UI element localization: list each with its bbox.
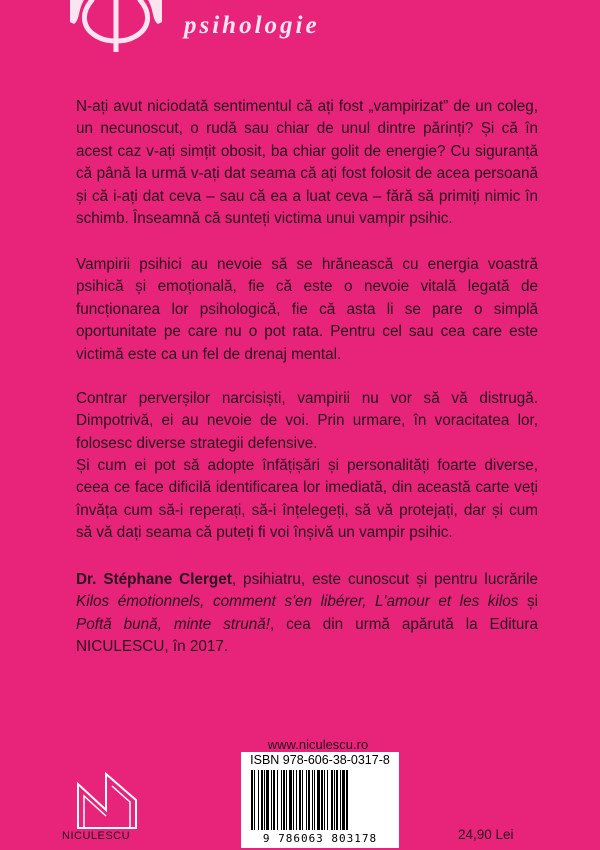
description-paragraph-4: Și cum ei pot să adopte înfățișări și personalități foarte diverse, ceea ce face dificilă identificarea lor imediată, din această carte veți învăța cum să-i reperați, să-i înțelegeți, să vă protejați, dar și cum să vă dați seama că puteți fi voi înșivă un vampir psihic.	[76, 457, 538, 542]
book-title-1: Kilos émotionnels, comment s'en libérer, L'amour et les kilos	[76, 593, 519, 611]
publisher-website: www.niculescu.ro	[267, 737, 369, 752]
isbn-number: ISBN 978-606-38-0317-8	[250, 753, 390, 767]
author-bio-text-3: , cea din urmă apărută la Editura NICULESCU, în 2017.	[76, 615, 538, 656]
price: 24,90 Lei	[458, 827, 514, 842]
description-paragraph-1: N-ați avut niciodată sentimentul că ați fost „vampirizat” de un coleg, un necunoscut, o rudă sau chiar de unul dintre părinți? Și că în acest caz v-ați simțit obosit, ba chiar golit de energie? Cu siguranță că până la urmă v-ați dat seama că ați fost folosit de acea persoană și că i-ați dat ceva – sau că ea a luat ceva – fără să primiți nimic în schimb. Înseamnă că sunteți victima unui vampir psihic.	[76, 98, 538, 228]
barcode-icon	[247, 770, 393, 832]
author-bio	[76, 569, 538, 659]
series-title: psihologie	[184, 12, 320, 39]
barcode-box	[241, 752, 399, 848]
author-bio-text-2: și	[518, 593, 538, 611]
description-paragraph-2: Vampirii psihici au nevoie să se hrănească cu energia voastră psihică și emoțională, fie că este o nevoie vitală legată de funcționarea lor psihologică, fie că asta li se pare o simplă oportunitate pe care nu o pot rata. Pentru cel sau cea care este victimă este ca un fel de drenaj mental.	[76, 256, 538, 363]
barcode-digits: 9 786063 803178	[262, 832, 378, 845]
author-bio-text-1: , psihiatru, este cunoscut și pentru lucrările	[231, 571, 538, 588]
publisher-name: NICULESCU	[62, 830, 131, 842]
author-name: Dr. Stéphane Clerget	[76, 571, 232, 588]
description-paragraph-3: Contrar perverșilor narcisiști, vampirii nu vor să vă distrugă. Dimpotrivă, ei au nevoie de voi. Prin urmare, în voracitatea lor, folosesc diverse strategii defensive.	[76, 390, 538, 452]
book-title-2: Poftă bună, minte strună!	[76, 615, 270, 633]
niculescu-arrow-logo-icon	[76, 770, 138, 830]
psi-faces-logo-icon	[70, 0, 162, 52]
